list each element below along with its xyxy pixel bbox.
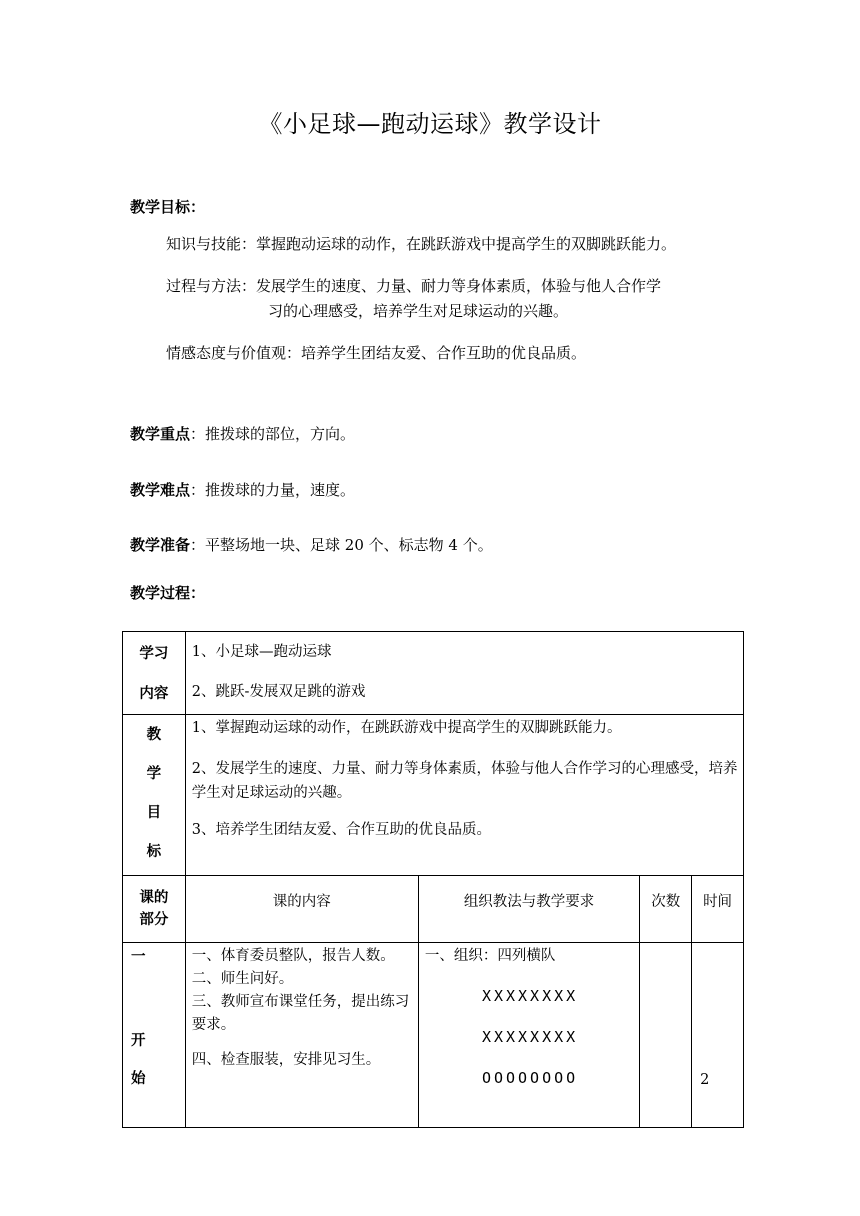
header-time: 时间: [692, 876, 744, 943]
start-part-char: 始: [131, 1071, 146, 1087]
start-count-cell: [640, 943, 692, 1128]
formation-row-2: XXXXXXXX: [481, 1028, 579, 1046]
start-time: 2: [700, 1072, 710, 1088]
difficulty: [130, 479, 355, 500]
document-title: 《小足球—跑动运球》教学设计: [258, 110, 602, 138]
start-method-cell: [418, 943, 639, 1128]
goal-label-char: 标: [146, 844, 162, 860]
table-row-content: [123, 632, 744, 715]
content-label-2: 内容: [139, 686, 169, 702]
header-part-2: 部分: [139, 912, 169, 928]
table-row-start: [123, 943, 744, 1128]
key-point: [130, 423, 355, 444]
table-header-row: [123, 876, 744, 943]
start-content-line-1: 一、体育委员整队，报告人数。: [191, 948, 395, 964]
content-item-1: 1、小足球—跑动运球: [191, 644, 332, 660]
objective-emotion: 情感态度与价值观：培养学生团结友爱、合作互助的优良品质。: [166, 344, 587, 362]
difficulty-label: 教学难点: [130, 481, 191, 499]
header-part-cell: [123, 876, 186, 943]
header-part-1: 课的: [139, 890, 169, 906]
preparation-label: 教学准备: [130, 536, 191, 554]
goal-label-char: 学: [146, 766, 162, 782]
table-row-goals: [123, 715, 744, 876]
content-cell: [185, 632, 743, 715]
start-part-cell: [123, 943, 186, 1128]
objectives-heading: 教学目标：: [130, 198, 206, 216]
goal-label-char: 目: [146, 805, 162, 821]
goal-label-cell: [123, 715, 186, 876]
header-content: 课的内容: [185, 876, 418, 943]
key-point-text: ：推拨球的部位，方向。: [190, 425, 356, 443]
header-method: 组织教法与教学要求: [418, 876, 639, 943]
start-content-line-3: 三、教师宣布课堂任务，提出练习要求。: [191, 994, 410, 1033]
goal-cell: [185, 715, 743, 876]
goal-item-3: 3、培养学生团结友爱、合作互助的优良品质。: [191, 822, 491, 838]
preparation-text: ：平整场地一块、足球 20 个、标志物 4 个。: [190, 536, 493, 554]
formation-row-1: XXXXXXXX: [481, 987, 579, 1005]
process-heading: 教学过程：: [130, 584, 206, 602]
formation-row-3: OOOOOOOO: [481, 1069, 579, 1087]
goal-item-1: 1、掌握跑动运球的动作，在跳跃游戏中提高学生的双脚跳跃能力。: [191, 720, 622, 736]
content-label-1: 学习: [139, 646, 169, 662]
lesson-table: [122, 631, 744, 1128]
objective-process-line1: 过程与方法：发展学生的速度、力量、耐力等身体素质，体验与他人合作学: [166, 277, 662, 295]
difficulty-text: ：推拨球的力量，速度。: [190, 481, 356, 499]
objective-process-line2: 习的心理感受，培养学生对足球运动的兴趣。: [268, 302, 569, 320]
goal-item-2: 2、发展学生的速度、力量、耐力等身体素质，体验与他人合作学习的心理感受，培养学生对足球运动的兴趣。: [191, 761, 738, 801]
start-method-title: 一、组织：四列横队: [424, 948, 556, 964]
start-content-line-2: 二、师生问好。: [191, 971, 294, 987]
start-part-char: 一: [131, 949, 146, 965]
start-time-cell: [692, 943, 744, 1128]
start-part-char: 开: [131, 1033, 146, 1049]
goal-label-char: 教: [146, 727, 162, 743]
objective-knowledge: 知识与技能：掌握跑动运球的动作，在跳跃游戏中提高学生的双脚跳跃能力。: [166, 235, 677, 253]
start-content-cell: [185, 943, 418, 1128]
key-point-label: 教学重点: [130, 425, 191, 443]
content-label-cell: [123, 632, 186, 715]
preparation: [130, 534, 493, 555]
content-item-2: 2、跳跃-发展双足跳的游戏: [191, 684, 366, 700]
header-count: 次数: [640, 876, 692, 943]
start-content-line-4: 四、检查服装，安排见习生。: [191, 1052, 381, 1068]
